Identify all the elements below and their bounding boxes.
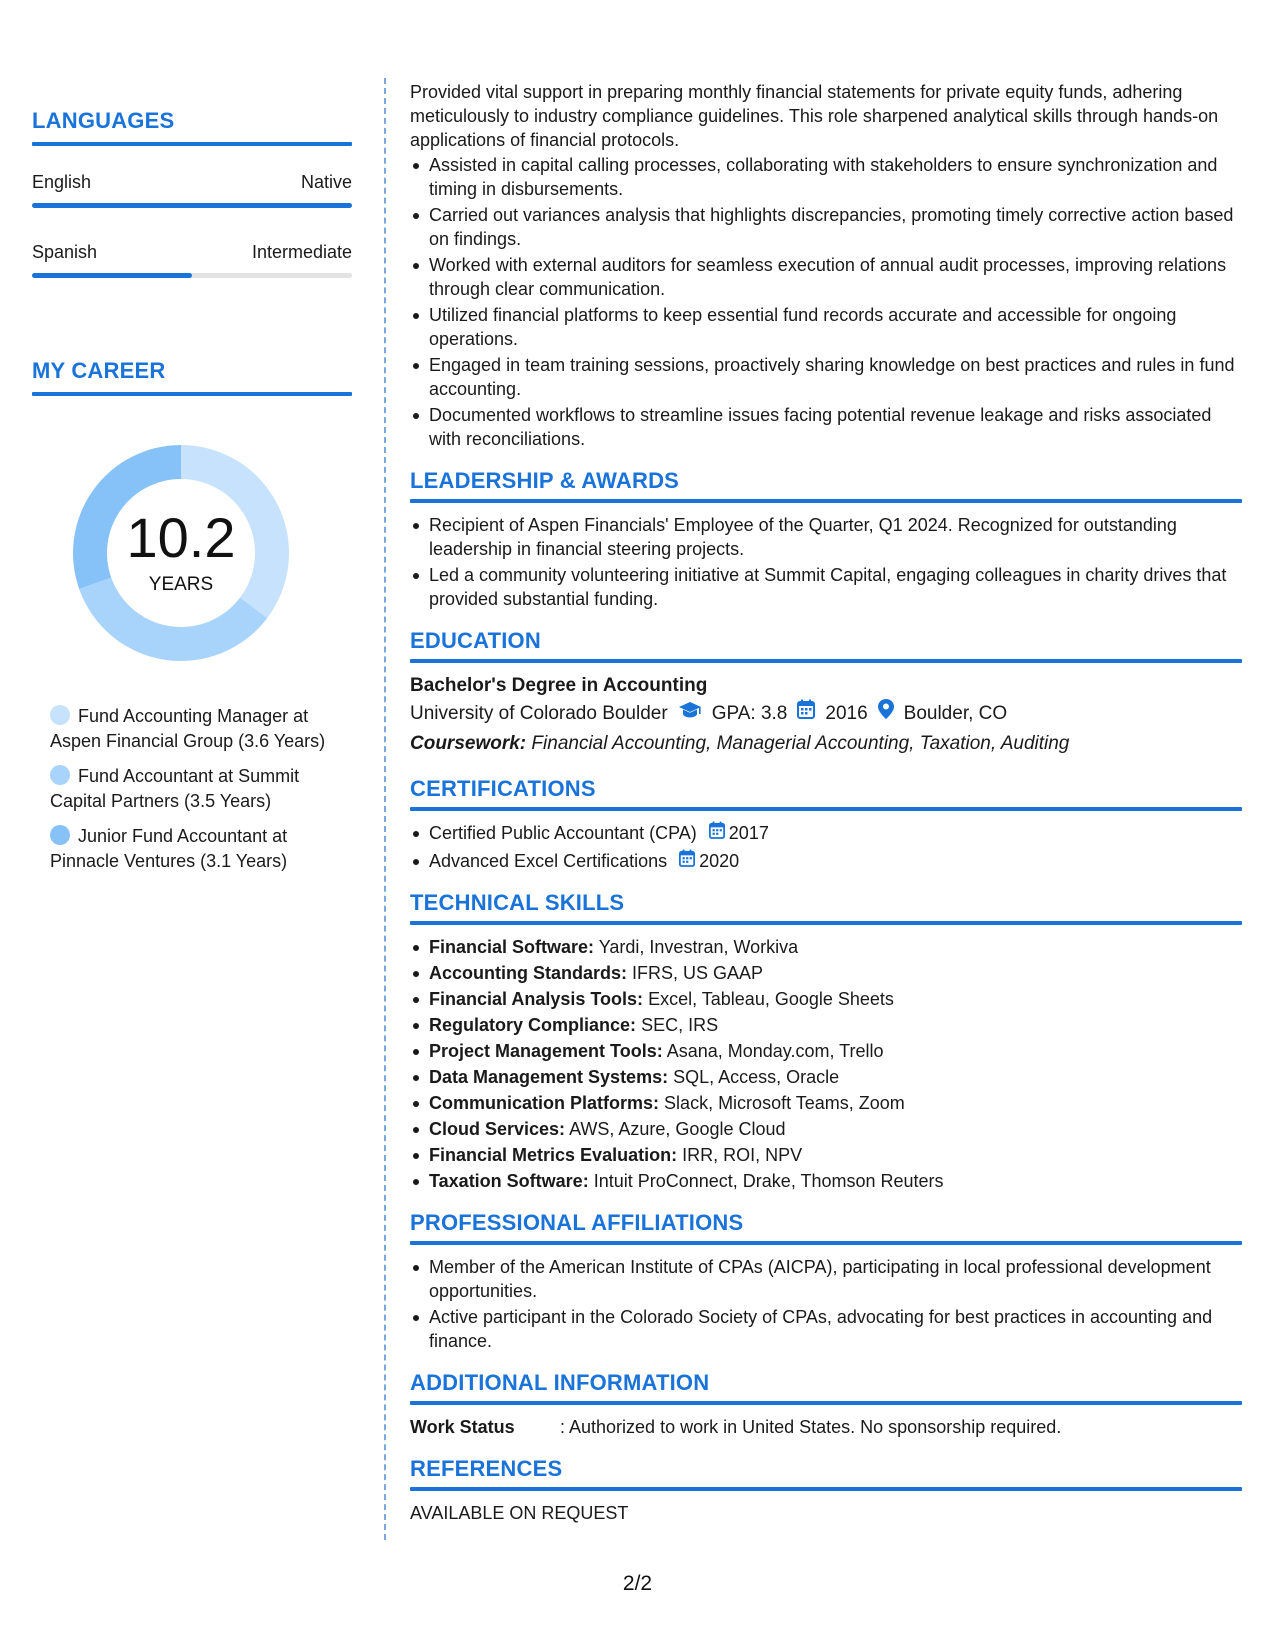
cert-year: 2017 [728, 823, 769, 843]
language-item-spanish [32, 242, 352, 278]
language-name: English [32, 172, 92, 192]
language-level: Intermediate [251, 242, 352, 262]
list-item [410, 1013, 1242, 1037]
leadership-section [410, 467, 1242, 611]
education-gpa: GPA: 3.8 [711, 703, 788, 724]
skill-value: IRR, ROI, NPV [682, 1145, 803, 1165]
legend-dot [50, 825, 70, 845]
education-location: Boulder, CO [903, 703, 1008, 724]
experience-section [410, 80, 1242, 451]
language-item-english [32, 172, 352, 208]
section-rule [410, 1401, 1242, 1405]
section-rule [410, 1241, 1242, 1245]
page-number: 2/2 [622, 1572, 653, 1595]
skill-value: IFRS, US GAAP [632, 963, 764, 983]
work-status-row [410, 1415, 1242, 1439]
language-proficiency-fill [32, 273, 192, 278]
legend-dot [50, 705, 70, 725]
list-item: Documented workflows to streamline issues facing potential revenue leakage and risks associated with reconciliations. [410, 403, 1242, 451]
affiliations-list [410, 1255, 1242, 1353]
skill-value: SQL, Access, Oracle [673, 1067, 840, 1087]
career-legend [32, 704, 352, 874]
education-details [410, 699, 1242, 729]
certifications-section [410, 775, 1242, 873]
list-item [410, 1143, 1242, 1167]
list-item [410, 821, 1242, 845]
skill-value: Yardi, Investran, Workiva [598, 937, 799, 957]
legend-label: Fund Accounting Manager at Aspen Financial Group (3.6 Years) [50, 706, 326, 751]
skill-label: Regulatory Compliance: [429, 1015, 637, 1035]
additional-title: ADDITIONAL INFORMATION [410, 1370, 710, 1395]
references-title: REFERENCES [410, 1456, 563, 1481]
affiliations-section [410, 1209, 1242, 1353]
language-level: Native [300, 172, 352, 192]
career-total-unit: YEARS [148, 574, 214, 595]
list-item: Utilized financial platforms to keep essential fund records accurate and accessible for ongoing operations. [410, 303, 1242, 351]
skill-label: Project Management Tools: [429, 1041, 663, 1061]
education-section [410, 627, 1242, 759]
list-item: Assisted in capital calling processes, collaborating with stakeholders to ensure synchronization and timing in disbursements. [410, 153, 1242, 201]
list-item [410, 849, 1242, 873]
languages-title: LANGUAGES [32, 108, 175, 133]
work-status-label: Work Status [410, 1417, 515, 1437]
skill-value: AWS, Azure, Google Cloud [569, 1119, 786, 1139]
legend-item [50, 824, 340, 874]
left-column [32, 108, 352, 884]
references-section [410, 1455, 1242, 1525]
column-divider [384, 78, 386, 1540]
list-item [410, 935, 1242, 959]
references-text: AVAILABLE ON REQUEST [410, 1503, 629, 1523]
career-donut-chart [66, 438, 296, 668]
section-rule [410, 807, 1242, 811]
career-title: MY CAREER [32, 358, 166, 383]
coursework-list: Financial Accounting, Managerial Accounting, Taxation, Auditing [531, 733, 1070, 754]
cert-name: Advanced Excel Certifications [429, 851, 668, 871]
legend-label: Junior Fund Accountant at Pinnacle Ventures (3.1 Years) [50, 826, 288, 871]
calendar-icon [709, 821, 725, 845]
section-rule [32, 142, 352, 146]
education-school: University of Colorado Boulder [410, 703, 668, 724]
graduation-cap-icon [678, 699, 702, 729]
list-item [410, 1065, 1242, 1089]
education-degree: Bachelor's Degree in Accounting [410, 675, 708, 696]
legend-dot [50, 765, 70, 785]
map-pin-icon [878, 699, 894, 729]
skill-label: Financial Metrics Evaluation: [429, 1145, 678, 1165]
calendar-icon [797, 699, 815, 729]
list-item [410, 1117, 1242, 1141]
legend-item [50, 704, 340, 754]
cert-name: Certified Public Accountant (CPA) [429, 823, 697, 843]
skill-label: Cloud Services: [429, 1119, 566, 1139]
skill-value: Intuit ProConnect, Drake, Thomson Reuters [593, 1171, 944, 1191]
skill-label: Data Management Systems: [429, 1067, 669, 1087]
list-item: Carried out variances analysis that highlights discrepancies, promoting timely corrective action based on findings. [410, 203, 1242, 251]
language-proficiency-fill [32, 203, 352, 208]
technical-skills-section [410, 889, 1242, 1193]
leadership-title: LEADERSHIP & AWARDS [410, 468, 680, 493]
work-status-value: : Authorized to work in United States. No sponsorship required. [560, 1417, 1062, 1437]
list-item [410, 961, 1242, 985]
languages-section [32, 108, 352, 278]
section-rule [410, 921, 1242, 925]
coursework-label: Coursework: [410, 733, 527, 754]
list-item [410, 1169, 1242, 1193]
skill-value: Slack, Microsoft Teams, Zoom [664, 1093, 905, 1113]
skill-label: Financial Software: [429, 937, 595, 957]
career-section [32, 358, 352, 874]
list-item: Active participant in the Colorado Society of CPAs, advocating for best practices in accounting and finance. [410, 1305, 1242, 1353]
legend-label: Fund Accountant at Summit Capital Partners (3.5 Years) [50, 766, 300, 811]
career-total-years: 10.2 [126, 506, 236, 569]
section-rule [410, 499, 1242, 503]
education-coursework [410, 729, 1242, 759]
skill-label: Accounting Standards: [429, 963, 628, 983]
leadership-bullets [410, 513, 1242, 611]
language-name: Spanish [32, 242, 98, 262]
list-item [410, 1039, 1242, 1063]
section-rule [410, 659, 1242, 663]
education-title: EDUCATION [410, 628, 541, 653]
experience-bullets [410, 153, 1242, 451]
skill-label: Taxation Software: [429, 1171, 589, 1191]
affiliations-title: PROFESSIONAL AFFILIATIONS [410, 1210, 744, 1235]
certifications-list [410, 821, 1242, 873]
skill-label: Financial Analysis Tools: [429, 989, 644, 1009]
language-proficiency-bar [32, 273, 352, 278]
skills-list [410, 935, 1242, 1193]
skill-value: SEC, IRS [641, 1015, 719, 1035]
additional-info-section [410, 1369, 1242, 1439]
cert-year: 2020 [699, 851, 740, 871]
list-item: Worked with external auditors for seamless execution of annual audit processes, improving relations through clear communication. [410, 253, 1242, 301]
list-item: Led a community volunteering initiative at Summit Capital, engaging colleagues in charity drives that provided substantial funding. [410, 563, 1242, 611]
certifications-title: CERTIFICATIONS [410, 776, 596, 801]
section-rule [410, 1487, 1242, 1491]
experience-summary: Provided vital support in preparing monthly financial statements for private equity funds, adhering meticulously to industry compliance guidelines. This role sharpened analytical skills through hands-on applications of financial protocols. [410, 82, 1219, 150]
list-item [410, 1091, 1242, 1115]
list-item: Engaged in team training sessions, proactively sharing knowledge on best practices and rules in fund accounting. [410, 353, 1242, 401]
legend-item [50, 764, 340, 814]
skills-title: TECHNICAL SKILLS [410, 890, 625, 915]
list-item: Recipient of Aspen Financials' Employee of the Quarter, Q1 2024. Recognized for outstanding leadership in financial steering projects. [410, 513, 1242, 561]
list-item [410, 987, 1242, 1011]
calendar-icon [679, 849, 695, 873]
skill-label: Communication Platforms: [429, 1093, 660, 1113]
language-proficiency-bar [32, 203, 352, 208]
skill-value: Excel, Tableau, Google Sheets [648, 989, 894, 1009]
education-year: 2016 [825, 703, 868, 724]
list-item: Member of the American Institute of CPAs (AICPA), participating in local professional development opportunities. [410, 1255, 1242, 1303]
donut-center [66, 438, 296, 668]
skill-value: Asana, Monday.com, Trello [666, 1041, 884, 1061]
right-column [410, 80, 1242, 1525]
section-rule [32, 392, 352, 396]
